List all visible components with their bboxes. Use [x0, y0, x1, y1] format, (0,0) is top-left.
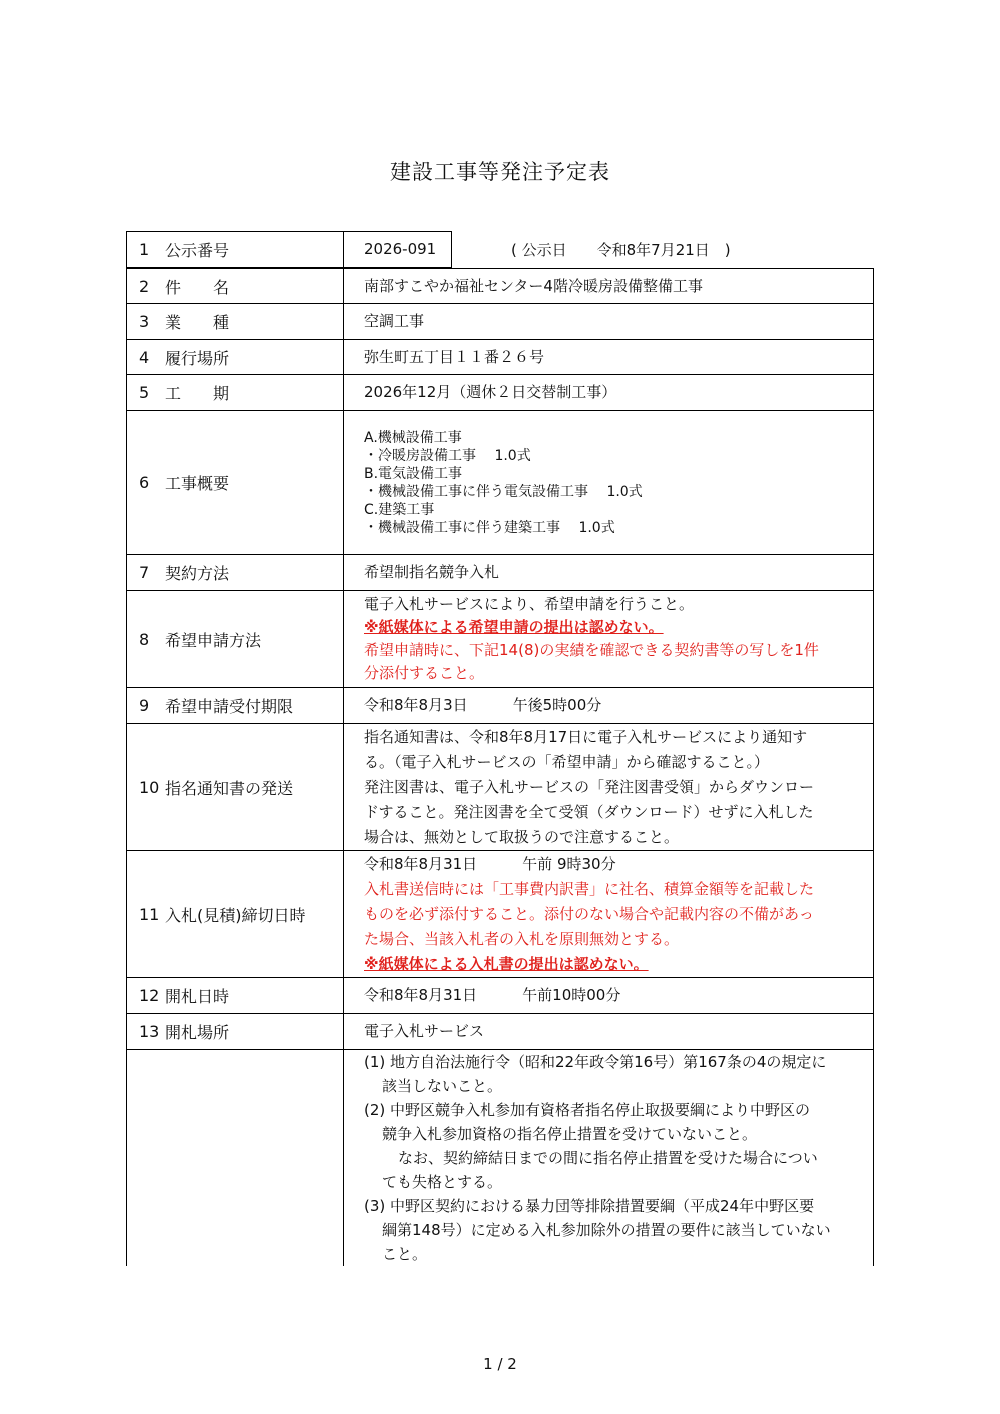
- notice-number: 2026-091: [364, 240, 437, 258]
- notice-date: ( 公示日 令和8年7月21日 ): [511, 241, 731, 259]
- page-number: 1 / 2: [483, 1355, 517, 1373]
- table-row: [126, 555, 874, 591]
- qualification-line: 該当しないこと。: [382, 1077, 503, 1095]
- qualification-line: (1) 地方自治法施行令（昭和22年政令第16号）第167条の4の規定に: [364, 1053, 827, 1071]
- qualification-line: 綱第148号）に定める入札参加除外の措置の要件に該当していない: [382, 1221, 831, 1239]
- row-label: 希望申請受付期限: [165, 697, 294, 716]
- row-label: 指名通知書の発送: [165, 778, 294, 798]
- summary-line: ・冷暖房設備工事 1.0式: [364, 447, 531, 464]
- paper-prohibited-notice: ※紙媒体による入札書の提出は認めない。: [364, 954, 649, 973]
- row-number: 13: [139, 1022, 160, 1041]
- row-value-text: 希望制指名競争入札: [364, 563, 500, 581]
- row-number: 11: [139, 904, 160, 924]
- row-label: 公示番号: [165, 241, 230, 260]
- row-number: 8: [139, 629, 150, 649]
- summary-line: ・機械設備工事に伴う建築工事 1.0式: [364, 519, 615, 536]
- row-number: 1: [139, 240, 150, 259]
- table-row: [126, 591, 874, 688]
- row-value: [344, 232, 451, 267]
- notice-line: 場合は、無効として取扱うので注意すること。: [364, 827, 680, 846]
- row-value: [344, 591, 873, 687]
- row-label: 件 名: [165, 277, 230, 297]
- table-row: [126, 340, 874, 375]
- row-number: 10: [139, 777, 160, 797]
- summary-line: ・機械設備工事に伴う電気設備工事 1.0式: [364, 483, 643, 500]
- table-row: [126, 1050, 874, 1266]
- row-value: [344, 978, 873, 1013]
- qualification-line: 競争入札参加資格の指名停止措置を受けていないこと。: [382, 1125, 758, 1143]
- summary-line: B.電気設備工事: [364, 465, 463, 482]
- qualification-line: (3) 中野区契約における暴力団等排除措置要綱（平成24年中野区要: [364, 1197, 815, 1215]
- table-row: [126, 978, 874, 1014]
- row-value: [344, 688, 873, 723]
- row-value-text: 空調工事: [364, 312, 425, 330]
- row-number: 9: [139, 696, 150, 715]
- row-label: 開札場所: [165, 1023, 230, 1042]
- table-row: [126, 851, 874, 978]
- table-row: [126, 268, 874, 304]
- method-line: 電子入札サービスにより、希望申請を行うこと。: [364, 595, 695, 613]
- row-number: 2: [139, 276, 150, 296]
- summary-line: A.機械設備工事: [364, 429, 462, 446]
- table-row: [126, 688, 874, 724]
- page-title: 建設工事等発注予定表: [390, 160, 610, 184]
- row-value: [344, 851, 873, 977]
- row-value-text: 令和8年8月31日 午前10時00分: [364, 986, 621, 1004]
- row-value: [344, 340, 873, 374]
- row-label: 開札日時: [165, 987, 230, 1006]
- paper-prohibited-notice: ※紙媒体による希望申請の提出は認めない。: [364, 618, 664, 636]
- row-value: [344, 304, 873, 339]
- row-value-text: 令和8年8月3日 午後5時00分: [364, 696, 602, 714]
- attachment-notice: 分添付すること。: [364, 664, 485, 682]
- row-number: 7: [139, 563, 150, 582]
- table-row: [126, 375, 874, 411]
- row-value-text: 電子入札サービス: [364, 1022, 485, 1040]
- row-number: 5: [139, 383, 150, 402]
- breakdown-notice: ものを必ず添付すること。添付のない場合や記載内容の不備があっ: [364, 904, 814, 923]
- qualification-line: ても失格とする。: [382, 1173, 503, 1191]
- table-row: [126, 231, 452, 268]
- attachment-notice: 希望申請時に、下記14(8)の実績を確認できる契約書等の写しを1件: [364, 641, 819, 659]
- table-row: [126, 304, 874, 340]
- table-row: [126, 1014, 874, 1050]
- row-number: 12: [139, 986, 160, 1005]
- row-value: [344, 1050, 873, 1266]
- notice-line: 指名通知書は、令和8年8月17日に電子入札サービスにより通知す: [364, 727, 808, 746]
- table-row: [126, 724, 874, 851]
- row-value-text: 南部すこやか福祉センター4階冷暖房設備整備工事: [364, 276, 703, 295]
- breakdown-notice: 入札書送信時には「工事費内訳書」に社名、積算金額等を記載した: [364, 879, 815, 898]
- row-value: [344, 1014, 873, 1049]
- row-label: 履行場所: [165, 348, 230, 368]
- row-value: [344, 269, 873, 303]
- notice-line: ドすること。発注図書を全て受領（ダウンロード）せずに入札した: [364, 802, 814, 821]
- summary-line: C.建築工事: [364, 501, 435, 518]
- row-number: 3: [139, 312, 150, 331]
- row-value: [344, 375, 873, 410]
- row-value-text: 弥生町五丁目１１番２６号: [364, 347, 545, 366]
- row-value-text: 2026年12月（週休２日交替制工事）: [364, 383, 617, 401]
- row-value: [344, 555, 873, 590]
- qualification-line: (2) 中野区競争入札参加有資格者指名停止取扱要綱により中野区の: [364, 1101, 811, 1119]
- notice-line: る。（電子入札サービスの「希望申請」から確認すること。）: [364, 752, 770, 771]
- row-number: 4: [139, 347, 150, 367]
- row-value: [344, 724, 873, 850]
- row-label: 工事概要: [165, 474, 230, 493]
- table-row: [126, 411, 874, 555]
- qualification-line: こと。: [382, 1245, 428, 1263]
- row-label: 契約方法: [165, 564, 230, 583]
- row-label: 希望申請方法: [165, 630, 262, 650]
- row-label: 業 種: [165, 313, 230, 332]
- row-label: 工 期: [165, 384, 230, 403]
- deadline-line: 令和8年8月31日 午前 9時30分: [364, 854, 616, 873]
- breakdown-notice: た場合、当該入札者の入札を原則無効とする。: [364, 929, 680, 948]
- row-label: 入札(見積)締切日時: [165, 905, 306, 925]
- qualification-line: なお、契約締結日までの間に指名停止措置を受けた場合につい: [398, 1149, 818, 1167]
- row-number: 6: [139, 473, 150, 492]
- row-value: [344, 411, 873, 554]
- notice-line: 発注図書は、電子入札サービスの「発注図書受領」からダウンロー: [364, 777, 815, 796]
